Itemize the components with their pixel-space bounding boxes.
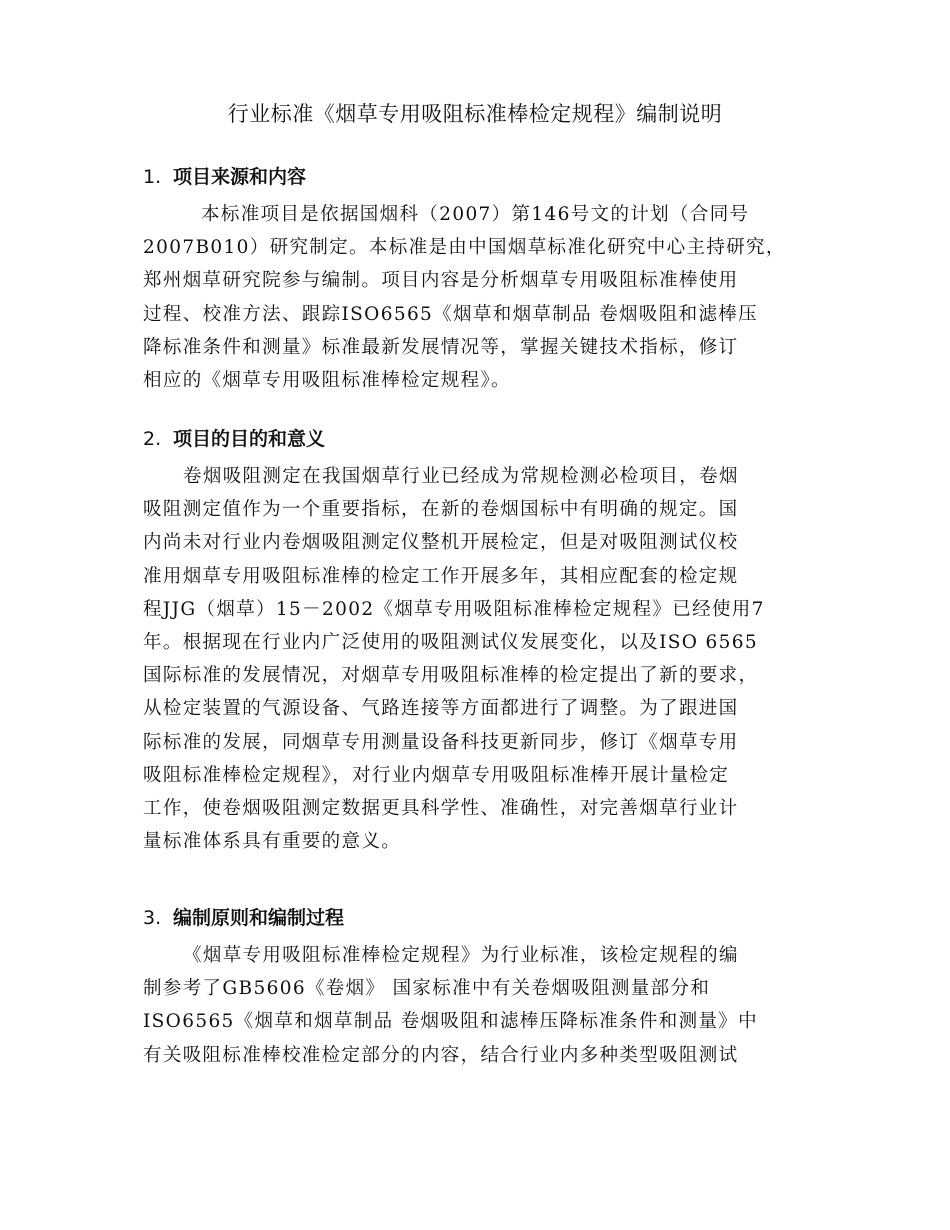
section-3-paragraph [143, 939, 823, 1072]
paragraph-line: 程JJG（烟草）15－2002《烟草专用吸阻标准棒检定规程》已经使用7 [143, 598, 765, 620]
paragraph-line: 从检定装置的气源设备、气路连接等方面都进行了调整。为了跟进国 [143, 698, 739, 720]
section-title: 项目来源和内容 [173, 166, 307, 188]
paragraph-line: 本标准项目是依据国烟科（2007）第146号文的计划（合同号 [201, 204, 750, 225]
paragraph-line: 准用烟草专用吸阻标准棒的检定工作开展多年，其相应配套的检定规 [143, 565, 739, 587]
paragraph-line: 郑州烟草研究院参与编制。项目内容是分析烟草专用吸阻标准棒使用 [143, 270, 739, 292]
section-heading-2 [143, 424, 325, 454]
paragraph-line: 量标准体系具有重要的意义。 [143, 831, 402, 853]
section-1-paragraph [143, 198, 823, 397]
paragraph-line: 内尚未对行业内卷烟吸阻测定仪整机开展检定，但是对吸阻测试仪校 [143, 532, 739, 554]
paragraph-line: 吸阻测定值作为一个重要指标，在新的卷烟国标中有明确的规定。国 [143, 499, 739, 521]
section-title: 项目的目的和意义 [173, 428, 326, 450]
section-title: 编制原则和编制过程 [173, 907, 345, 929]
paragraph-line: 2007B010）研究制定。本标准是由中国烟草标准化研究中心主持研究， [143, 237, 786, 259]
section-heading-3 [143, 903, 344, 933]
section-number: 3. [143, 907, 162, 929]
paragraph-line: 降标准条件和测量》标准最新发展情况等，掌握关键技术指标，修订 [143, 336, 739, 358]
paragraph-line: 国际标准的发展情况，对烟草专用吸阻标准棒的检定提出了新的要求， [143, 665, 759, 687]
paragraph-line: 制参考了GB5606《卷烟》 国家标准中有关卷烟吸阻测量部分和 [143, 978, 711, 1000]
section-number: 2. [143, 428, 162, 450]
document-title: 行业标准《烟草专用吸阻标准棒检定规程》编制说明 [227, 102, 723, 126]
paragraph-line: ISO6565《烟草和烟草制品 卷烟吸阻和滤棒压降标准条件和测量》中 [143, 1011, 759, 1033]
section-2-paragraph [143, 460, 823, 858]
paragraph-line: 有关吸阻标准棒校准检定部分的内容，结合行业内多种类型吸阻测试 [143, 1044, 739, 1066]
paragraph-line: 过程、校准方法、跟踪ISO6565《烟草和烟草制品 卷烟吸阻和滤棒压 [143, 303, 759, 325]
section-heading-1 [143, 162, 306, 192]
paragraph-line: 年。根据现在行业内广泛使用的吸阻测试仪发展变化，以及ISO 6565 [143, 631, 759, 653]
paragraph-line: 工作，使卷烟吸阻测定数据更具科学性、准确性，对完善烟草行业计 [143, 797, 739, 819]
paragraph-line: 际标准的发展，同烟草专用测量设备科技更新同步，修订《烟草专用 [143, 731, 739, 753]
section-number: 1. [143, 166, 162, 188]
paragraph-line: 《烟草专用吸阻标准棒检定规程》为行业标准，该检定规程的编 [183, 945, 739, 966]
paragraph-line: 相应的《烟草专用吸阻标准棒检定规程》。 [143, 369, 511, 391]
paragraph-line: 卷烟吸阻测定在我国烟草行业已经成为常规检测必检项目，卷烟 [183, 466, 739, 487]
paragraph-line: 吸阻标准棒检定规程》，对行业内烟草专用吸阻标准棒开展计量检定 [143, 764, 730, 786]
